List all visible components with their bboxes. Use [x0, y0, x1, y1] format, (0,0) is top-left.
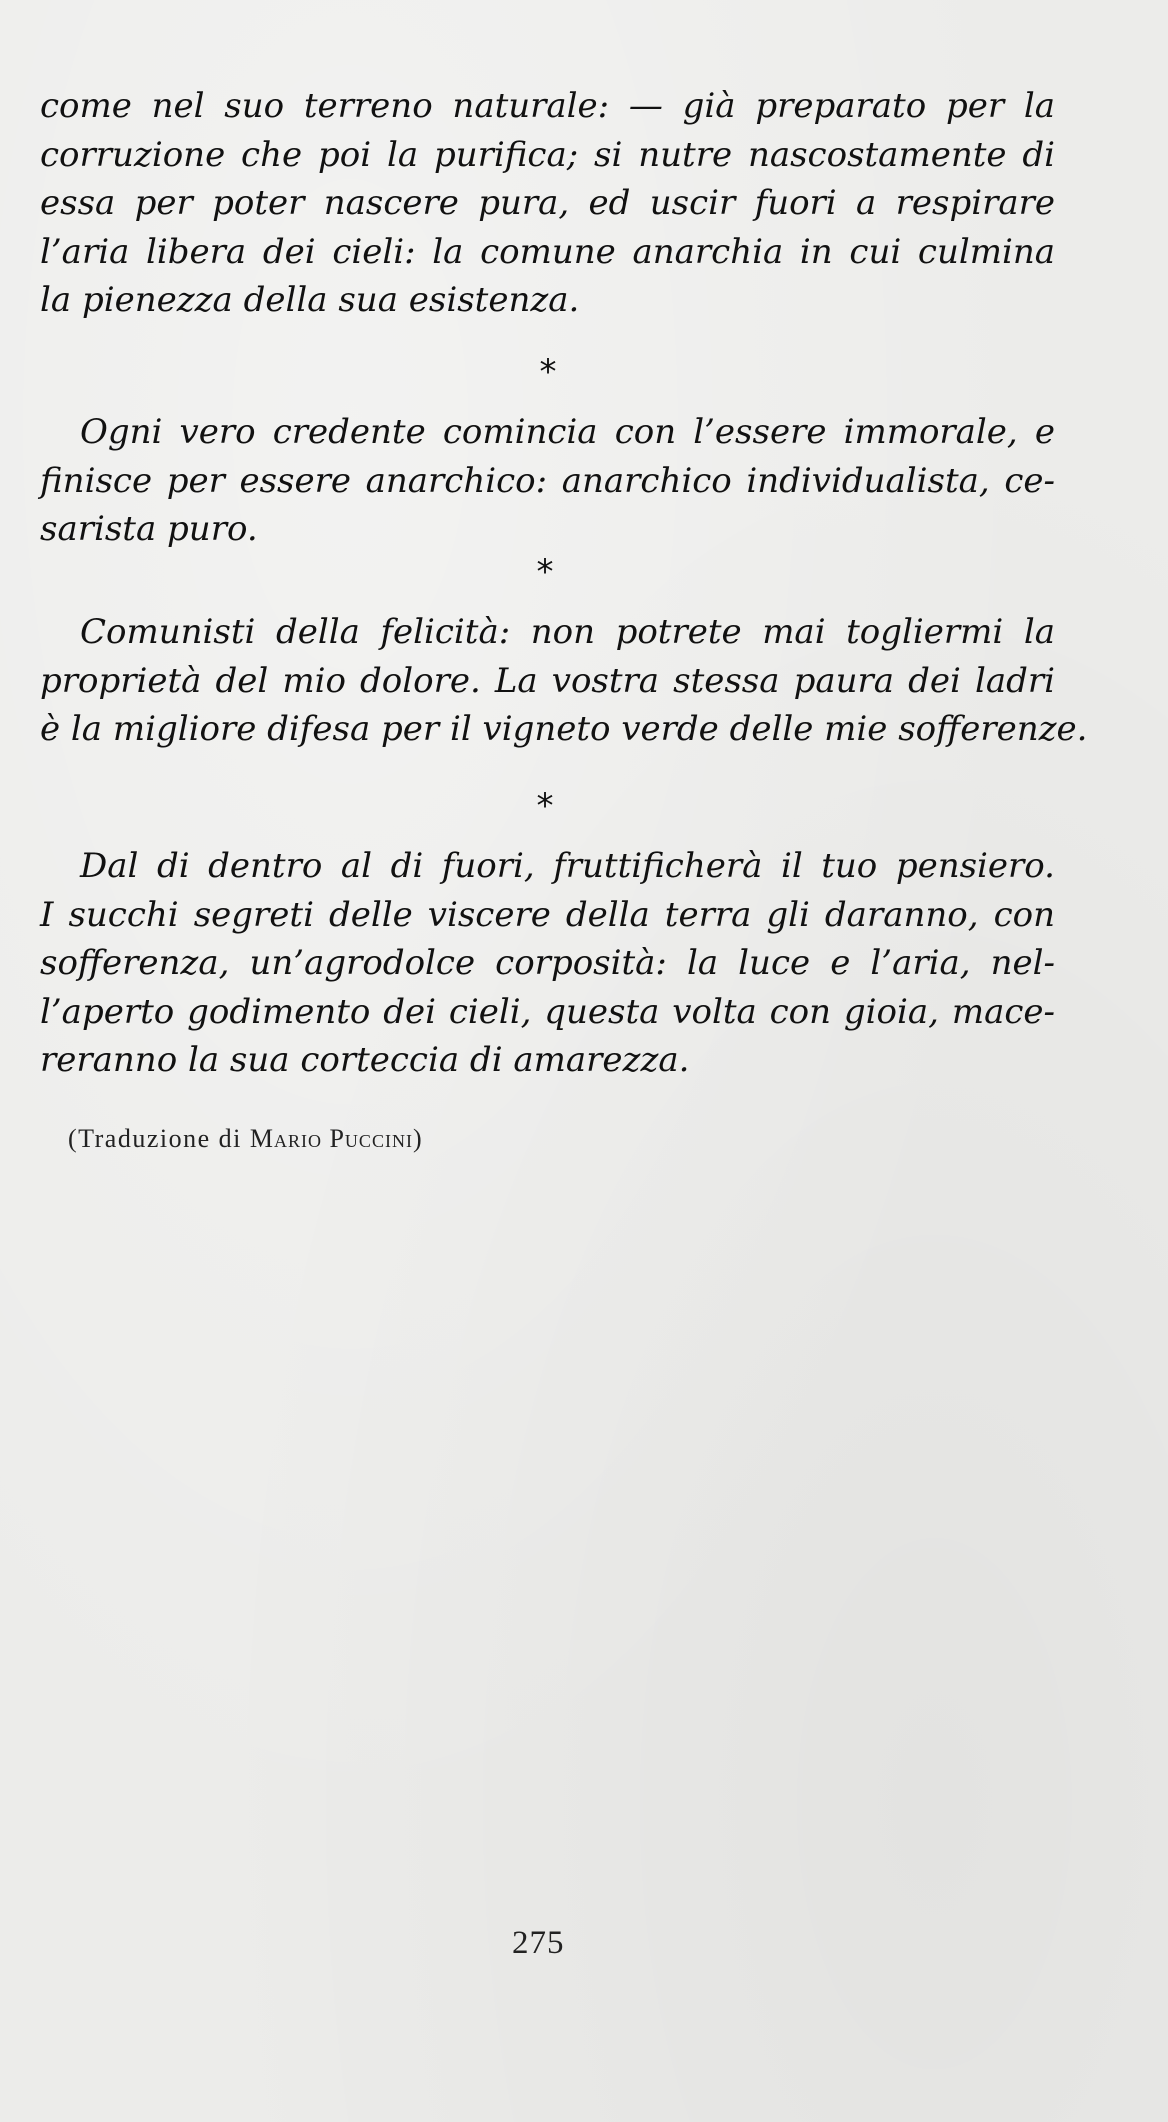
- paragraph-line: Comunisti della felicità: non potrete mai togliermi la: [80, 612, 1055, 652]
- paragraph-line: è la migliore difesa per il vigneto verde delle mie sofferenze.: [40, 709, 1088, 749]
- paragraph-4: [40, 842, 1055, 1085]
- credit-suffix: ): [412, 1124, 424, 1153]
- paragraph-line: come nel suo terreno naturale: — già preparato per la: [40, 86, 1055, 126]
- section-separator: *: [539, 352, 557, 392]
- paragraph-line: sarista puro.: [40, 509, 258, 549]
- paragraph-line: I succhi segreti delle viscere della terra gli daranno, con: [40, 894, 1055, 935]
- translator-name: Mario Puccini: [249, 1124, 413, 1153]
- paragraph-3: [40, 608, 1088, 754]
- paragraph-line: l’aperto godimento dei cieli, questa volta con gioia, mace-: [40, 991, 1055, 1032]
- paragraph-line: corruzione che poi la purifica; si nutre nascostamente di: [40, 134, 1055, 175]
- paragraph-line: Dal di dentro al di fuori, fruttificherà il tuo pensiero.: [80, 846, 1055, 886]
- paragraph-2: [40, 408, 1055, 554]
- paragraph-line: l’aria libera dei cieli: la comune anarchia in cui culmina: [40, 231, 1055, 272]
- paragraph-line: reranno la sua corteccia di amarezza.: [40, 1040, 690, 1080]
- paragraph-line: la pienezza della sua esistenza.: [40, 280, 580, 320]
- paragraph-line: sofferenza, un’agrodolce corposità: la luce e l’aria, nel-: [40, 943, 1055, 983]
- translator-credit: [68, 1124, 423, 1154]
- paragraph-line: finisce per essere anarchico: anarchico individualista, ce-: [40, 460, 1055, 501]
- section-separator: *: [536, 786, 554, 826]
- credit-prefix: (Traduzione di: [68, 1124, 250, 1153]
- paragraph-line: essa per poter nascere pura, ed uscir fuori a respirare: [40, 183, 1055, 223]
- page-number: 275: [512, 1925, 565, 1961]
- section-separator: *: [536, 552, 554, 592]
- paragraph-1: [40, 82, 1055, 325]
- paragraph-line: Ogni vero credente comincia con l’essere immorale, e: [80, 412, 1055, 452]
- paragraph-line: proprietà del mio dolore. La vostra stessa paura dei ladri: [40, 660, 1055, 701]
